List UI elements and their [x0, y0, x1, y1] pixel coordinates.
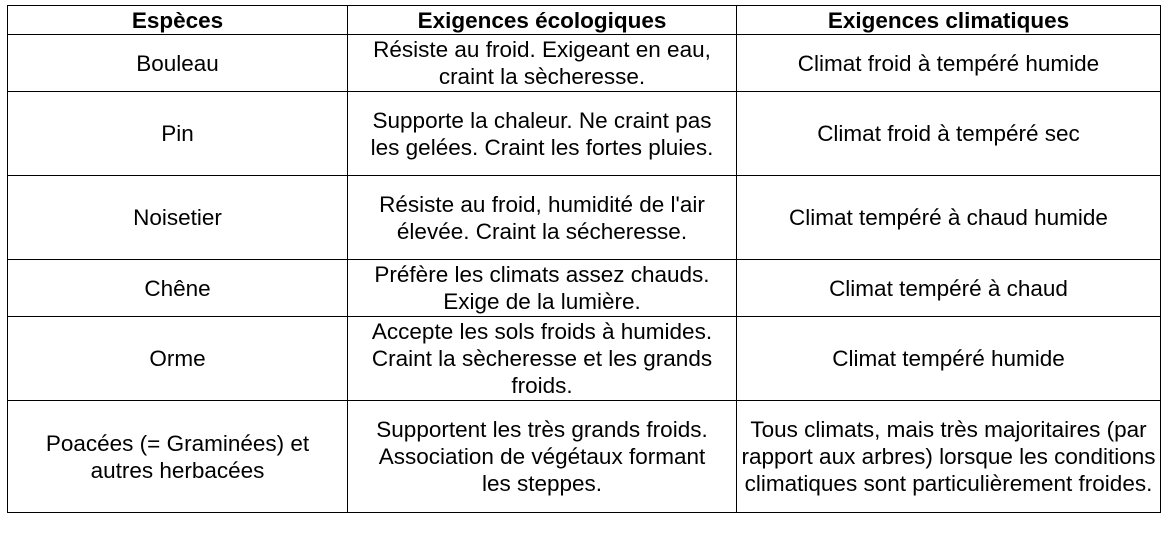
- ecological-cell: Supporte la chaleur. Ne craint pas les gelées. Craint les fortes pluies.: [348, 92, 737, 176]
- species-cell: Noisetier: [8, 176, 348, 260]
- table-row: [8, 401, 1161, 513]
- ecological-cell: Résiste au froid. Exigeant en eau, craint la sècheresse.: [348, 35, 737, 92]
- table-row: [8, 317, 1161, 401]
- species-cell: Chêne: [8, 260, 348, 317]
- table-row: [8, 260, 1161, 317]
- climatic-cell: Climat tempéré à chaud: [737, 260, 1161, 317]
- species-cell: Pin: [8, 92, 348, 176]
- species-cell: Orme: [8, 317, 348, 401]
- header-row: [8, 6, 1161, 35]
- species-cell: Bouleau: [8, 35, 348, 92]
- table-row: [8, 35, 1161, 92]
- ecological-cell: Résiste au froid, humidité de l'air élevée. Craint la sécheresse.: [348, 176, 737, 260]
- climatic-cell: Tous climats, mais très majoritaires (par rapport aux arbres) lorsque les conditions climatiques sont particulièrement froides.: [737, 401, 1161, 513]
- header-climatic: Exigences climatiques: [737, 6, 1161, 35]
- climatic-cell: Climat tempéré humide: [737, 317, 1161, 401]
- ecological-cell: Supportent les très grands froids. Association de végétaux formant les steppes.: [348, 401, 737, 513]
- species-requirements-table: [7, 5, 1161, 513]
- climatic-cell: Climat froid à tempéré humide: [737, 35, 1161, 92]
- climatic-cell: Climat tempéré à chaud humide: [737, 176, 1161, 260]
- ecological-cell: Préfère les climats assez chauds. Exige de la lumière.: [348, 260, 737, 317]
- table-row: [8, 92, 1161, 176]
- ecological-cell: Accepte les sols froids à humides. Craint la sècheresse et les grands froids.: [348, 317, 737, 401]
- climatic-cell: Climat froid à tempéré sec: [737, 92, 1161, 176]
- species-cell: Poacées (= Graminées) et autres herbacées: [8, 401, 348, 513]
- table-row: [8, 176, 1161, 260]
- header-ecological: Exigences écologiques: [348, 6, 737, 35]
- header-species: Espèces: [8, 6, 348, 35]
